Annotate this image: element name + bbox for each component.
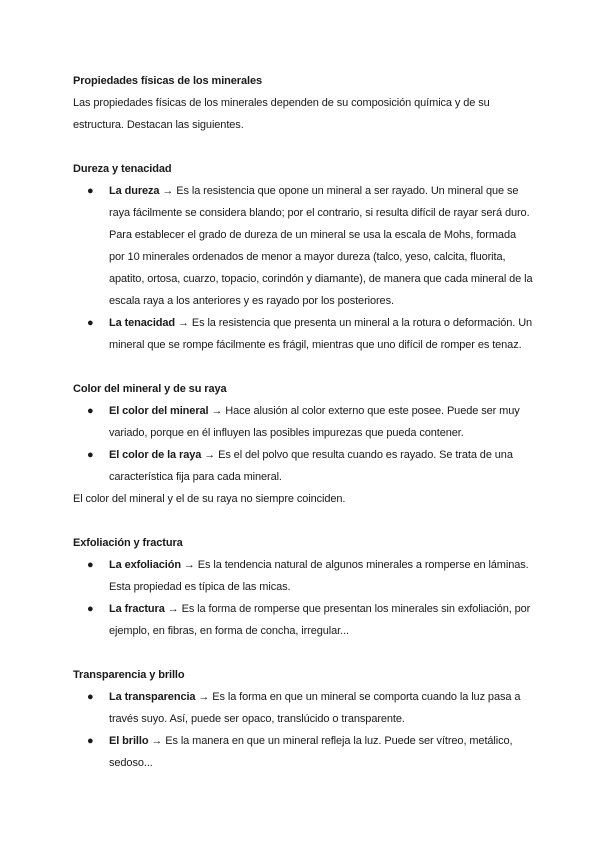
list-item-term: El color del mineral xyxy=(109,405,209,417)
list-item-term: El brillo xyxy=(109,735,149,747)
bullet-icon: ● xyxy=(87,603,94,615)
section-color xyxy=(73,378,533,510)
list-item-text: → Es la forma de romperse que presentan los minerales sin exfoliación, por ejemplo, en fibras, en forma de concha, irregular... xyxy=(109,603,531,637)
list-item xyxy=(73,312,533,356)
list-item-text: → Es la resistencia que opone un mineral a ser rayado. Un mineral que se raya fácilmente se considera blando; por el contrario, si resulta difícil de rayar será duro. Para establecer el grado de dureza de un mineral se usa la escala de Mohs, formada por 10 minerales ordenados de menor a mayor dureza (talco, yeso, calcita, fluorita, apatito, ortosa, cuarzo, topacio, corindón y diamante), de manera que cada mineral de la escala raya a los anteriores y es rayado por los posteriores. xyxy=(109,185,533,307)
list-item xyxy=(73,598,533,642)
list-item-text: → Es la manera en que un mineral refleja la luz. Puede ser vítreo, metálico, sedoso... xyxy=(109,735,513,769)
section-transparencia-brillo xyxy=(73,664,533,774)
list-item-term: La tenacidad xyxy=(109,317,176,329)
document-page xyxy=(73,70,533,774)
section-note: El color del mineral y el de su raya no siempre coinciden. xyxy=(73,493,346,505)
list-item-text: → Es la resistencia que presenta un mineral a la rotura o deformación. Un mineral que se rompe fácilmente es frágil, mientras que uno difícil de romper es tenaz. xyxy=(109,317,533,351)
section-heading: Transparencia y brillo xyxy=(73,669,185,681)
bullet-icon: ● xyxy=(87,449,94,461)
list-item-term: La fractura xyxy=(109,603,165,615)
list-item-term: La dureza xyxy=(109,185,160,197)
section-dureza-tenacidad xyxy=(73,158,533,356)
list-item-term: La exfoliación xyxy=(109,559,181,571)
section-heading: Color del mineral y de su raya xyxy=(73,383,227,395)
bullet-icon: ● xyxy=(87,735,94,747)
section-heading: Dureza y tenacidad xyxy=(73,163,172,175)
bullet-list xyxy=(73,554,533,642)
list-item xyxy=(73,180,533,312)
list-item xyxy=(73,554,533,598)
section-heading: Exfoliación y fractura xyxy=(73,537,183,549)
list-item-term: El color de la raya xyxy=(109,449,202,461)
list-item-text: → Es el del polvo que resulta cuando es rayado. Se trata de una característica fija para cada mineral. xyxy=(109,449,513,483)
bullet-icon: ● xyxy=(87,317,94,329)
list-item-text: → Hace alusión al color externo que este posee. Puede ser muy variado, porque en él influyen las posibles impurezas que pueda contener. xyxy=(109,405,520,439)
list-item-text: → Es la tendencia natural de algunos minerales a romperse en láminas. Esta propiedad es típica de las micas. xyxy=(109,559,529,593)
intro-paragraph: Las propiedades físicas de los minerales dependen de su composición química y de su estructura. Destacan las siguientes. xyxy=(73,97,490,131)
list-item-text: → Es la forma en que un mineral se comporta cuando la luz pasa a través suyo. Así, puede ser opaco, translúcido o transparente. xyxy=(109,691,521,725)
bullet-icon: ● xyxy=(87,559,94,571)
bullet-icon: ● xyxy=(87,185,94,197)
bullet-list xyxy=(73,180,533,356)
list-item xyxy=(73,400,533,444)
list-item xyxy=(73,444,533,488)
bullet-icon: ● xyxy=(87,691,94,703)
list-item xyxy=(73,686,533,730)
bullet-icon: ● xyxy=(87,405,94,417)
bullet-list xyxy=(73,686,533,774)
document-title: Propiedades físicas de los minerales xyxy=(73,75,262,87)
list-item-term: La transparencia xyxy=(109,691,196,703)
section-exfoliacion-fractura xyxy=(73,532,533,642)
bullet-list xyxy=(73,400,533,488)
list-item xyxy=(73,730,533,774)
